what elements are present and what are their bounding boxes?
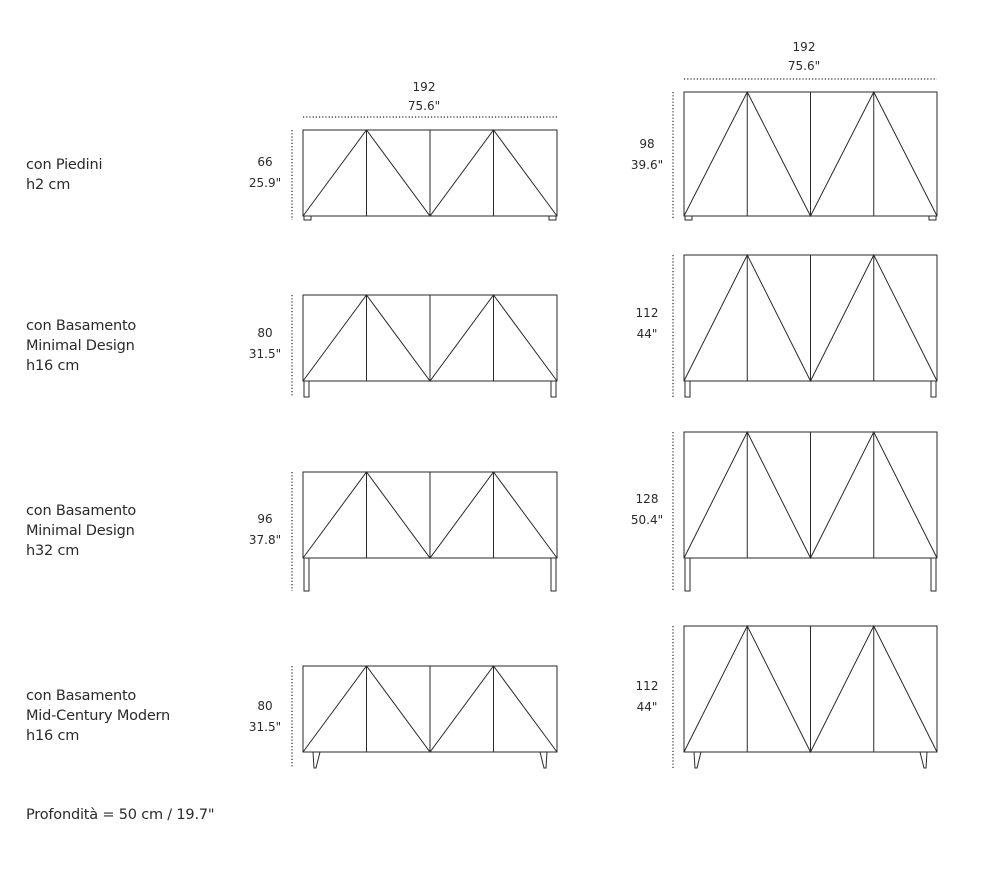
height-cm: 112 bbox=[635, 679, 659, 693]
label-line: h32 cm bbox=[26, 543, 80, 559]
label-line: con Basamento bbox=[26, 318, 137, 334]
height-cm: 80 bbox=[257, 326, 273, 340]
width-in: 75.6" bbox=[787, 59, 821, 73]
height-cm: 66 bbox=[257, 155, 273, 169]
left-row3-leg-right bbox=[551, 558, 556, 591]
height-in: 31.5" bbox=[248, 720, 282, 734]
left-row4-leg-left bbox=[313, 752, 320, 768]
right-row2-leg-right bbox=[931, 381, 936, 397]
right-row2-leg-left bbox=[685, 381, 690, 397]
label-line: con Piedini bbox=[26, 157, 103, 173]
left-row4-leg-right bbox=[540, 752, 547, 768]
width-cm: 192 bbox=[792, 40, 816, 54]
height-in: 37.8" bbox=[248, 533, 282, 547]
label-line: h2 cm bbox=[26, 177, 71, 193]
height-cm: 96 bbox=[257, 512, 273, 526]
right-row4-leg-left bbox=[694, 752, 701, 768]
height-in: 50.4" bbox=[630, 513, 664, 527]
depth-note: Profondità = 50 cm / 19.7" bbox=[26, 807, 215, 823]
label-line: Minimal Design bbox=[26, 523, 135, 539]
right-row1-foot-left bbox=[685, 216, 692, 220]
height-cm: 98 bbox=[639, 137, 655, 151]
right-row1-foot-right bbox=[929, 216, 936, 220]
label-line: con Basamento bbox=[26, 688, 137, 704]
left-row1-foot-right bbox=[549, 216, 556, 220]
height-in: 39.6" bbox=[630, 158, 664, 172]
left-row2-leg-left bbox=[304, 381, 309, 397]
height-in: 44" bbox=[636, 327, 658, 341]
left-row1-foot-left bbox=[304, 216, 311, 220]
left-row2-leg-right bbox=[551, 381, 556, 397]
height-cm: 128 bbox=[635, 492, 659, 506]
label-line: Minimal Design bbox=[26, 338, 135, 354]
label-line: con Basamento bbox=[26, 503, 137, 519]
right-row3-leg-left bbox=[685, 558, 690, 591]
label-line: h16 cm bbox=[26, 358, 80, 374]
height-cm: 80 bbox=[257, 699, 273, 713]
height-cm: 112 bbox=[635, 306, 659, 320]
right-row4-leg-right bbox=[920, 752, 927, 768]
right-row3-leg-right bbox=[931, 558, 936, 591]
height-in: 25.9" bbox=[248, 176, 282, 190]
label-line: Mid-Century Modern bbox=[26, 708, 171, 724]
width-cm: 192 bbox=[412, 80, 436, 94]
label-line: h16 cm bbox=[26, 728, 80, 744]
height-in: 31.5" bbox=[248, 347, 282, 361]
left-row3-leg-left bbox=[304, 558, 309, 591]
height-in: 44" bbox=[636, 700, 658, 714]
width-in: 75.6" bbox=[407, 99, 441, 113]
